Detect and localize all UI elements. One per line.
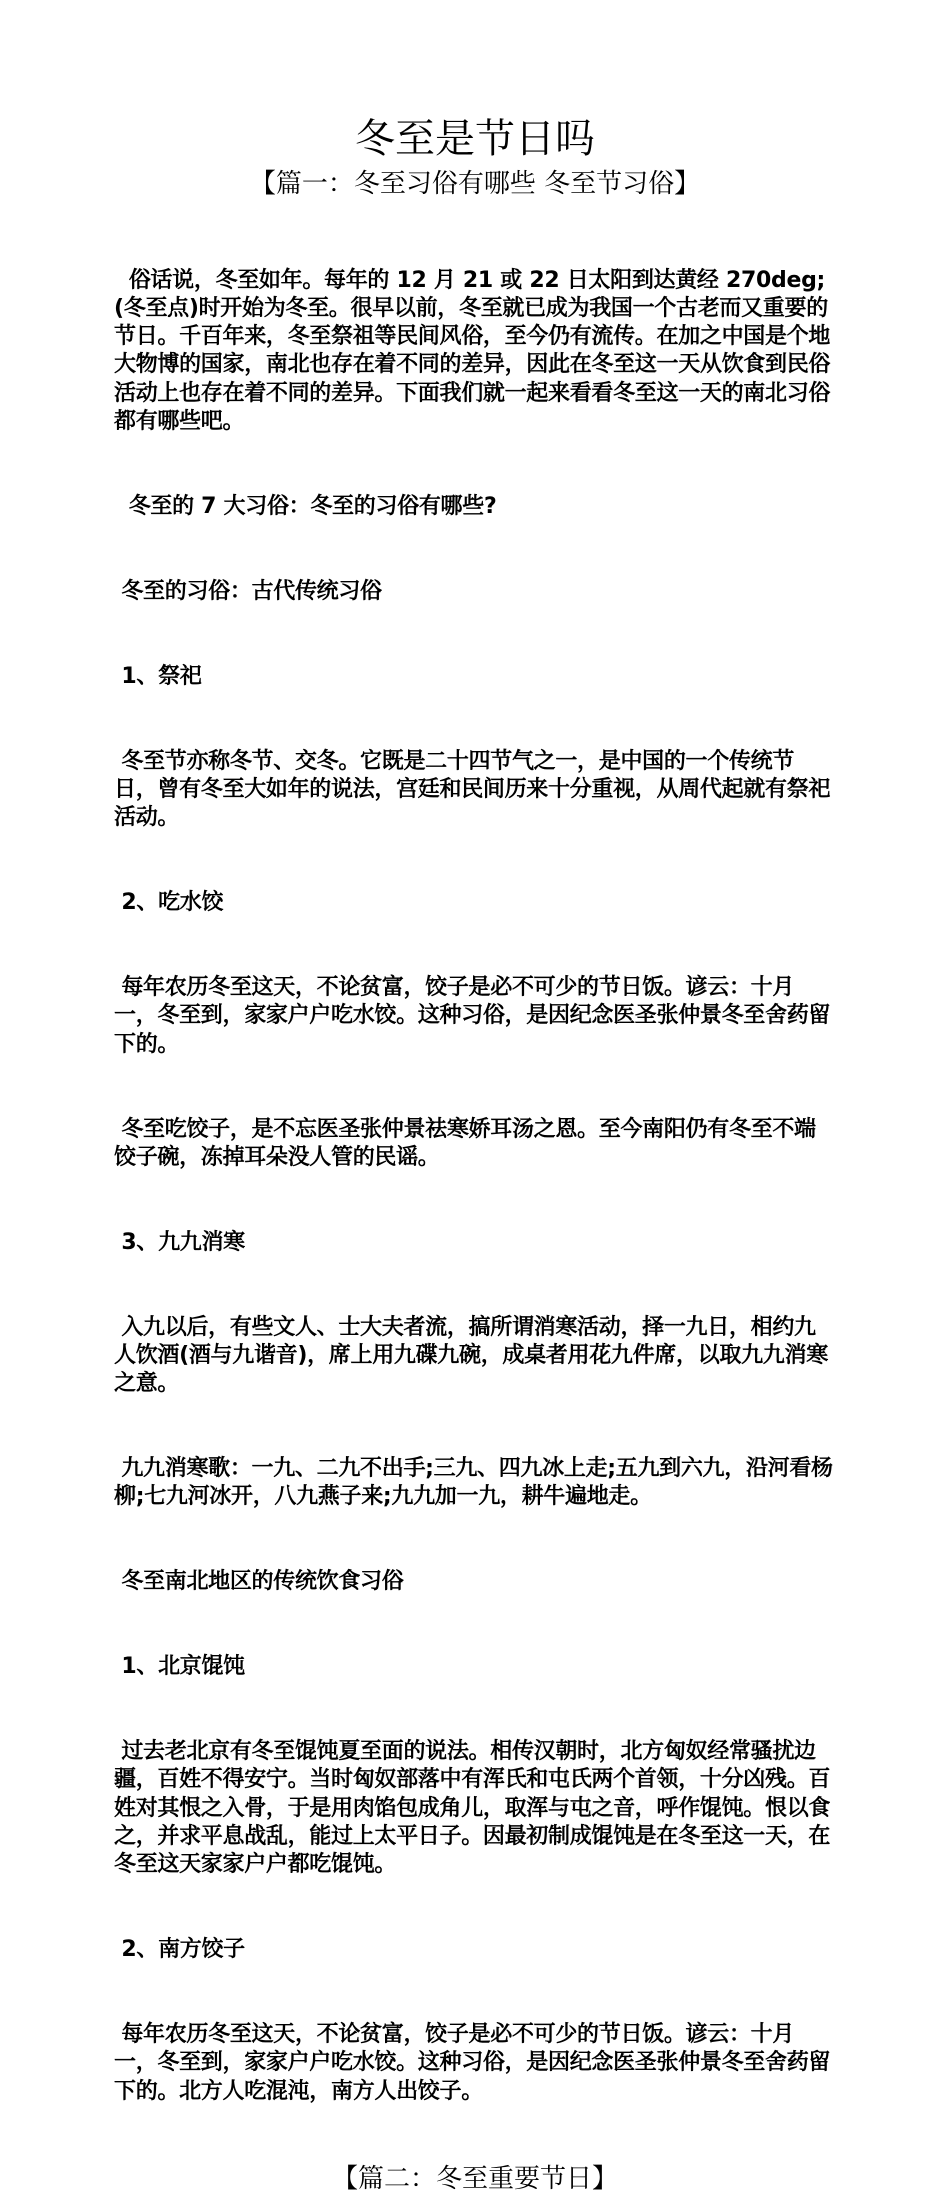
section-two-heading: 【篇二：冬至重要节日】 (331, 2164, 618, 2195)
paragraph: 2、南方饺子 (114, 1937, 245, 1963)
section-one-heading: 【篇一：冬至习俗有哪些 冬至节习俗】 (249, 169, 701, 199)
paragraph: 2、吃水饺 (114, 890, 224, 916)
paragraph: 入九以后，有些文人、士大夫者流，搞所谓消寒活动，择一九日，相约九人饮酒(酒与九谐音)，席上用九碟九碗，成桌者用花九件席，以取九九消寒之意。 (114, 1314, 828, 1397)
paragraph: 冬至节亦称冬节、交冬。它既是二十四节气之一，是中国的一个传统节日，曾有冬至大如年的说法，宫廷和民间历来十分重视，从周代起就有祭祀活动。 (114, 748, 831, 831)
paragraph: 3、九九消寒 (114, 1229, 245, 1255)
paragraph: 每年农历冬至这天，不论贫富，饺子是必不可少的节日饭。谚云：十月一，冬至到，家家户户吃水饺。这种习俗，是因纪念医圣张仲景冬至舍药留下的。北方人吃混沌，南方人出饺子。 (114, 2022, 831, 2104)
paragraph: 1、祭祀 (114, 663, 202, 689)
paragraph: 过去老北京有冬至馄饨夏至面的说法。相传汉朝时，北方匈奴经常骚扰边疆，百姓不得安宁。当时匈奴部落中有浑氏和屯氏两个首领，十分凶残。百姓对其恨之入骨，于是用肉馅包成角儿，取浑与屯之音，呼作馄饨。恨以食之，并求平息战乱，能过上太平日子。因最初制成馄饨是在冬至这一天，在冬至这天家家户户都吃馄饨。 (114, 1739, 831, 1878)
paragraph: 冬至的习俗：古代传统习俗 (114, 578, 382, 604)
paragraph: 冬至的 7 大习俗：冬至的习俗有哪些? (114, 493, 497, 519)
paragraph: 九九消寒歌：一九、二九不出手;三九、四九冰上走;五九到六九，沿河看杨柳;七九河冰开，八九燕子来;九九加一九，耕牛遍地走。 (114, 1456, 833, 1510)
document-page (114, 112, 836, 2196)
paragraph: 冬至吃饺子，是不忘医圣张仲景祛寒娇耳汤之恩。至今南阳仍有冬至不端饺子碗，冻掉耳朵没人管的民谣。 (114, 1116, 816, 1170)
paragraph: 1、北京馄饨 (114, 1654, 245, 1680)
paragraph: 俗话说，冬至如年。每年的 12 月 21 或 22 日太阳到达黄经 270deg;(冬至点)时开始为冬至。很早以前，冬至就已成为我国一个古老而又重要的节日。千百年来，冬至祭祖等民间风俗，至今仍有流传。在加之中国是个地大物博的国家，南北也存在着不同的差异，因此在冬至这一天从饮食到民俗活动上也存在着不同的差异。下面我们就一起来看看冬至这一天的南北习俗都有哪些吧。 (114, 267, 831, 435)
document-body (114, 210, 836, 2162)
paragraph: 每年农历冬至这天，不论贫富，饺子是必不可少的节日饭。谚云：十月一，冬至到，家家户户吃水饺。这种习俗，是因纪念医圣张仲景冬至舍药留下的。 (114, 975, 831, 1057)
document-title: 冬至是节日吗 (355, 116, 595, 162)
paragraph: 冬至南北地区的传统饮食习俗 (114, 1569, 404, 1595)
